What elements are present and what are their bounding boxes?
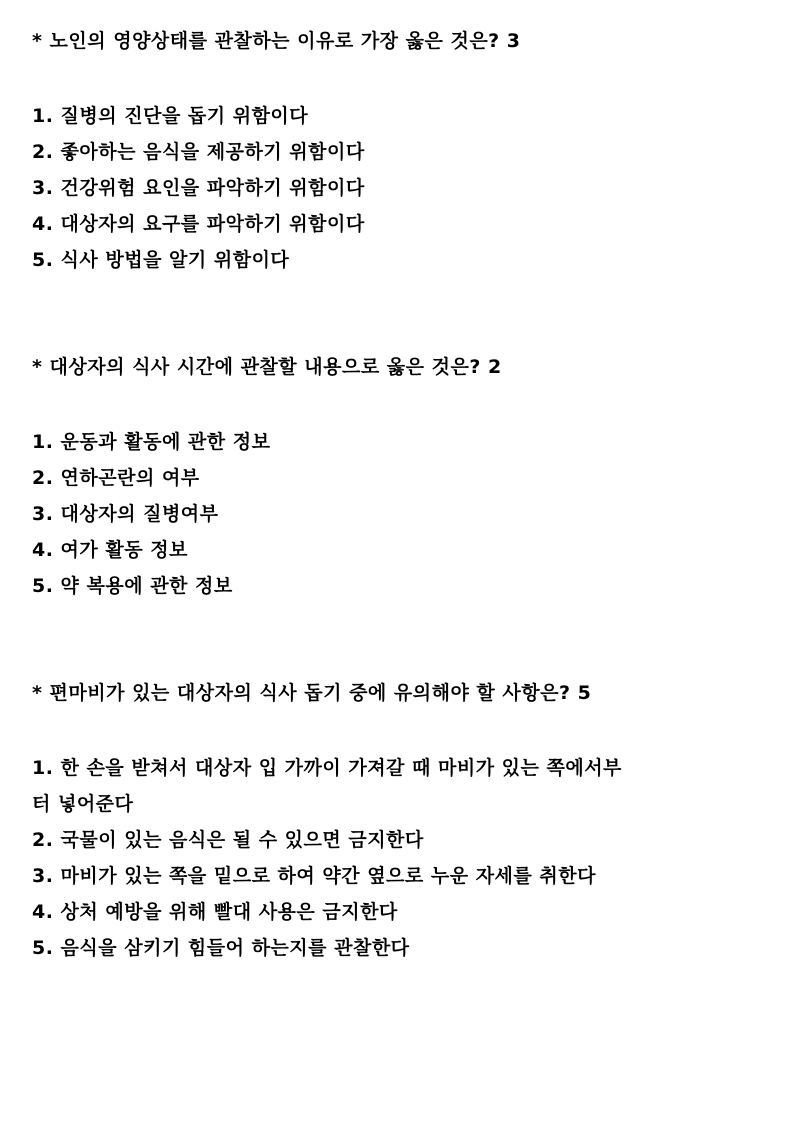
answer-options: [32, 750, 772, 966]
question-prompt: * 편마비가 있는 대상자의 식사 돕기 중에 유의해야 할 사항은? 5: [32, 682, 592, 704]
answer-option: 2. 좋아하는 음식을 제공하기 위함이다: [32, 141, 365, 163]
answer-option: 4. 상처 예방을 위해 빨대 사용은 금지한다: [32, 901, 398, 923]
answer-option: 2. 국물이 있는 음식은 될 수 있으면 금지한다: [32, 829, 424, 851]
answer-option: 1. 한 손을 받쳐서 대상자 입 가까이 가져갈 때 마비가 있는 쪽에서부터 넣어준다: [32, 757, 622, 815]
answer-option: 5. 식사 방법을 알기 위함이다: [32, 249, 290, 271]
question-1: [32, 26, 772, 294]
answer-options: [32, 424, 772, 604]
answer-option: 1. 질병의 진단을 돕기 위함이다: [32, 105, 309, 127]
question-prompt: * 노인의 영양상태를 관찰하는 이유로 가장 옳은 것은? 3: [32, 30, 521, 52]
answer-option: 2. 연하곤란의 여부: [32, 467, 200, 489]
answer-option: 3. 대상자의 질병여부: [32, 503, 219, 525]
answer-option: 4. 대상자의 요구를 파악하기 위함이다: [32, 213, 365, 235]
answer-option: 3. 마비가 있는 쪽을 밑으로 하여 약간 옆으로 누운 자세를 취한다: [32, 865, 596, 887]
answer-options: [32, 98, 772, 278]
question-3: [32, 678, 772, 982]
question-prompt: * 대상자의 식사 시간에 관찰할 내용으로 옳은 것은? 2: [32, 356, 502, 378]
answer-option: 1. 운동과 활동에 관한 정보: [32, 431, 271, 453]
answer-option: 5. 음식을 삼키기 힘들어 하는지를 관찰한다: [32, 937, 410, 959]
answer-option: 5. 약 복용에 관한 정보: [32, 575, 233, 597]
answer-option: 3. 건강위험 요인을 파악하기 위함이다: [32, 177, 365, 199]
question-2: [32, 352, 772, 620]
answer-option: 4. 여가 활동 정보: [32, 539, 188, 561]
